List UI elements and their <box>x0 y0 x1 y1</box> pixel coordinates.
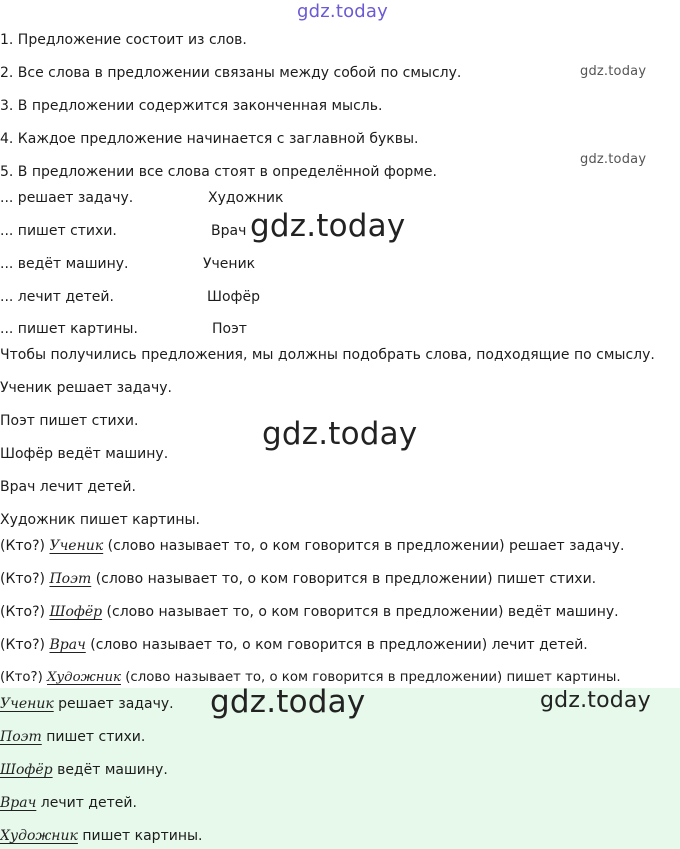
question-word: (Кто?) <box>0 637 46 653</box>
subject-word: Шофёр <box>49 604 103 620</box>
answer-predicate: ведёт машину. <box>57 762 168 778</box>
sentence-2: Поэт пишет стихи. <box>0 413 139 429</box>
sentence-1: Ученик решает задачу. <box>0 380 172 396</box>
answer-line <box>0 827 202 845</box>
answer-subject: Шофёр <box>0 762 53 778</box>
question-word: (Кто?) <box>0 670 43 685</box>
match-right-2: Врач <box>211 223 247 239</box>
predicate-text: лечит детей. <box>491 637 588 653</box>
match-right-1: Художник <box>208 190 284 206</box>
analysis-line <box>0 570 596 588</box>
subject-word: Ученик <box>49 538 104 554</box>
predicate-text: решает задачу. <box>509 538 625 554</box>
question-word: (Кто?) <box>0 604 46 620</box>
question-word: (Кто?) <box>0 538 46 554</box>
analysis-line <box>0 603 619 621</box>
answer-line <box>0 728 145 746</box>
match-left-3: ... ведёт машину. <box>0 256 129 272</box>
rule-1: 1. Предложение состоит из слов. <box>0 32 247 48</box>
predicate-text: пишет картины. <box>506 670 621 685</box>
watermark-large: gdz.today <box>250 208 406 244</box>
watermark-large: gdz.today <box>262 416 418 452</box>
analysis-line <box>0 669 621 687</box>
watermark-small: gdz.today <box>580 64 647 79</box>
match-right-5: Поэт <box>212 321 247 337</box>
analysis-note: (слово называет то, о ком говорится в предложении) <box>125 670 503 685</box>
answer-subject: Врач <box>0 795 37 811</box>
rule-5: 5. В предложении все слова стоят в определённой форме. <box>0 164 437 180</box>
subject-word: Художник <box>47 670 121 685</box>
analysis-note: (слово называет то, о ком говорится в предложении) <box>90 637 488 653</box>
match-left-2: ... пишет стихи. <box>0 223 117 239</box>
predicate-text: ведёт машину. <box>507 604 619 620</box>
answer-line <box>0 761 168 779</box>
watermark-top: gdz.today <box>297 1 389 22</box>
analysis-note: (слово называет то, о ком говорится в предложении) <box>107 538 505 554</box>
answer-line <box>0 695 174 713</box>
answer-subject: Ученик <box>0 696 54 712</box>
sentence-5: Художник пишет картины. <box>0 512 201 528</box>
subject-word: Поэт <box>49 571 92 587</box>
match-left-4: ... лечит детей. <box>0 289 114 305</box>
answer-line <box>0 794 137 812</box>
watermark-large: gdz.today <box>210 684 366 720</box>
answer-subject: Поэт <box>0 729 42 745</box>
analysis-line <box>0 537 624 555</box>
answer-predicate: лечит детей. <box>40 795 137 811</box>
analysis-note: (слово называет то, о ком говорится в предложении) <box>95 571 493 587</box>
analysis-note: (слово называет то, о ком говорится в предложении) <box>106 604 504 620</box>
match-right-4: Шофёр <box>207 289 261 305</box>
match-left-5: ... пишет картины. <box>0 321 138 337</box>
answer-predicate: пишет стихи. <box>46 729 146 745</box>
explanation-text: Чтобы получились предложения, мы должны подобрать слова, подходящие по смыслу. <box>0 347 655 363</box>
rule-3: 3. В предложении содержится законченная мысль. <box>0 98 383 114</box>
rule-2: 2. Все слова в предложении связаны между собой по смыслу. <box>0 65 462 81</box>
analysis-line <box>0 636 588 654</box>
watermark-medium: gdz.today <box>540 688 651 713</box>
subject-word: Врач <box>49 637 86 653</box>
question-word: (Кто?) <box>0 571 46 587</box>
sentence-4: Врач лечит детей. <box>0 479 136 495</box>
rule-4: 4. Каждое предложение начинается с заглавной буквы. <box>0 131 419 147</box>
sentence-3: Шофёр ведёт машину. <box>0 446 169 462</box>
predicate-text: пишет стихи. <box>497 571 597 587</box>
match-right-3: Ученик <box>203 256 256 272</box>
answer-subject: Художник <box>0 828 78 844</box>
watermark-small: gdz.today <box>580 152 647 167</box>
match-left-1: ... решает задачу. <box>0 190 134 206</box>
answer-predicate: решает задачу. <box>58 696 174 712</box>
answer-predicate: пишет картины. <box>82 828 203 844</box>
